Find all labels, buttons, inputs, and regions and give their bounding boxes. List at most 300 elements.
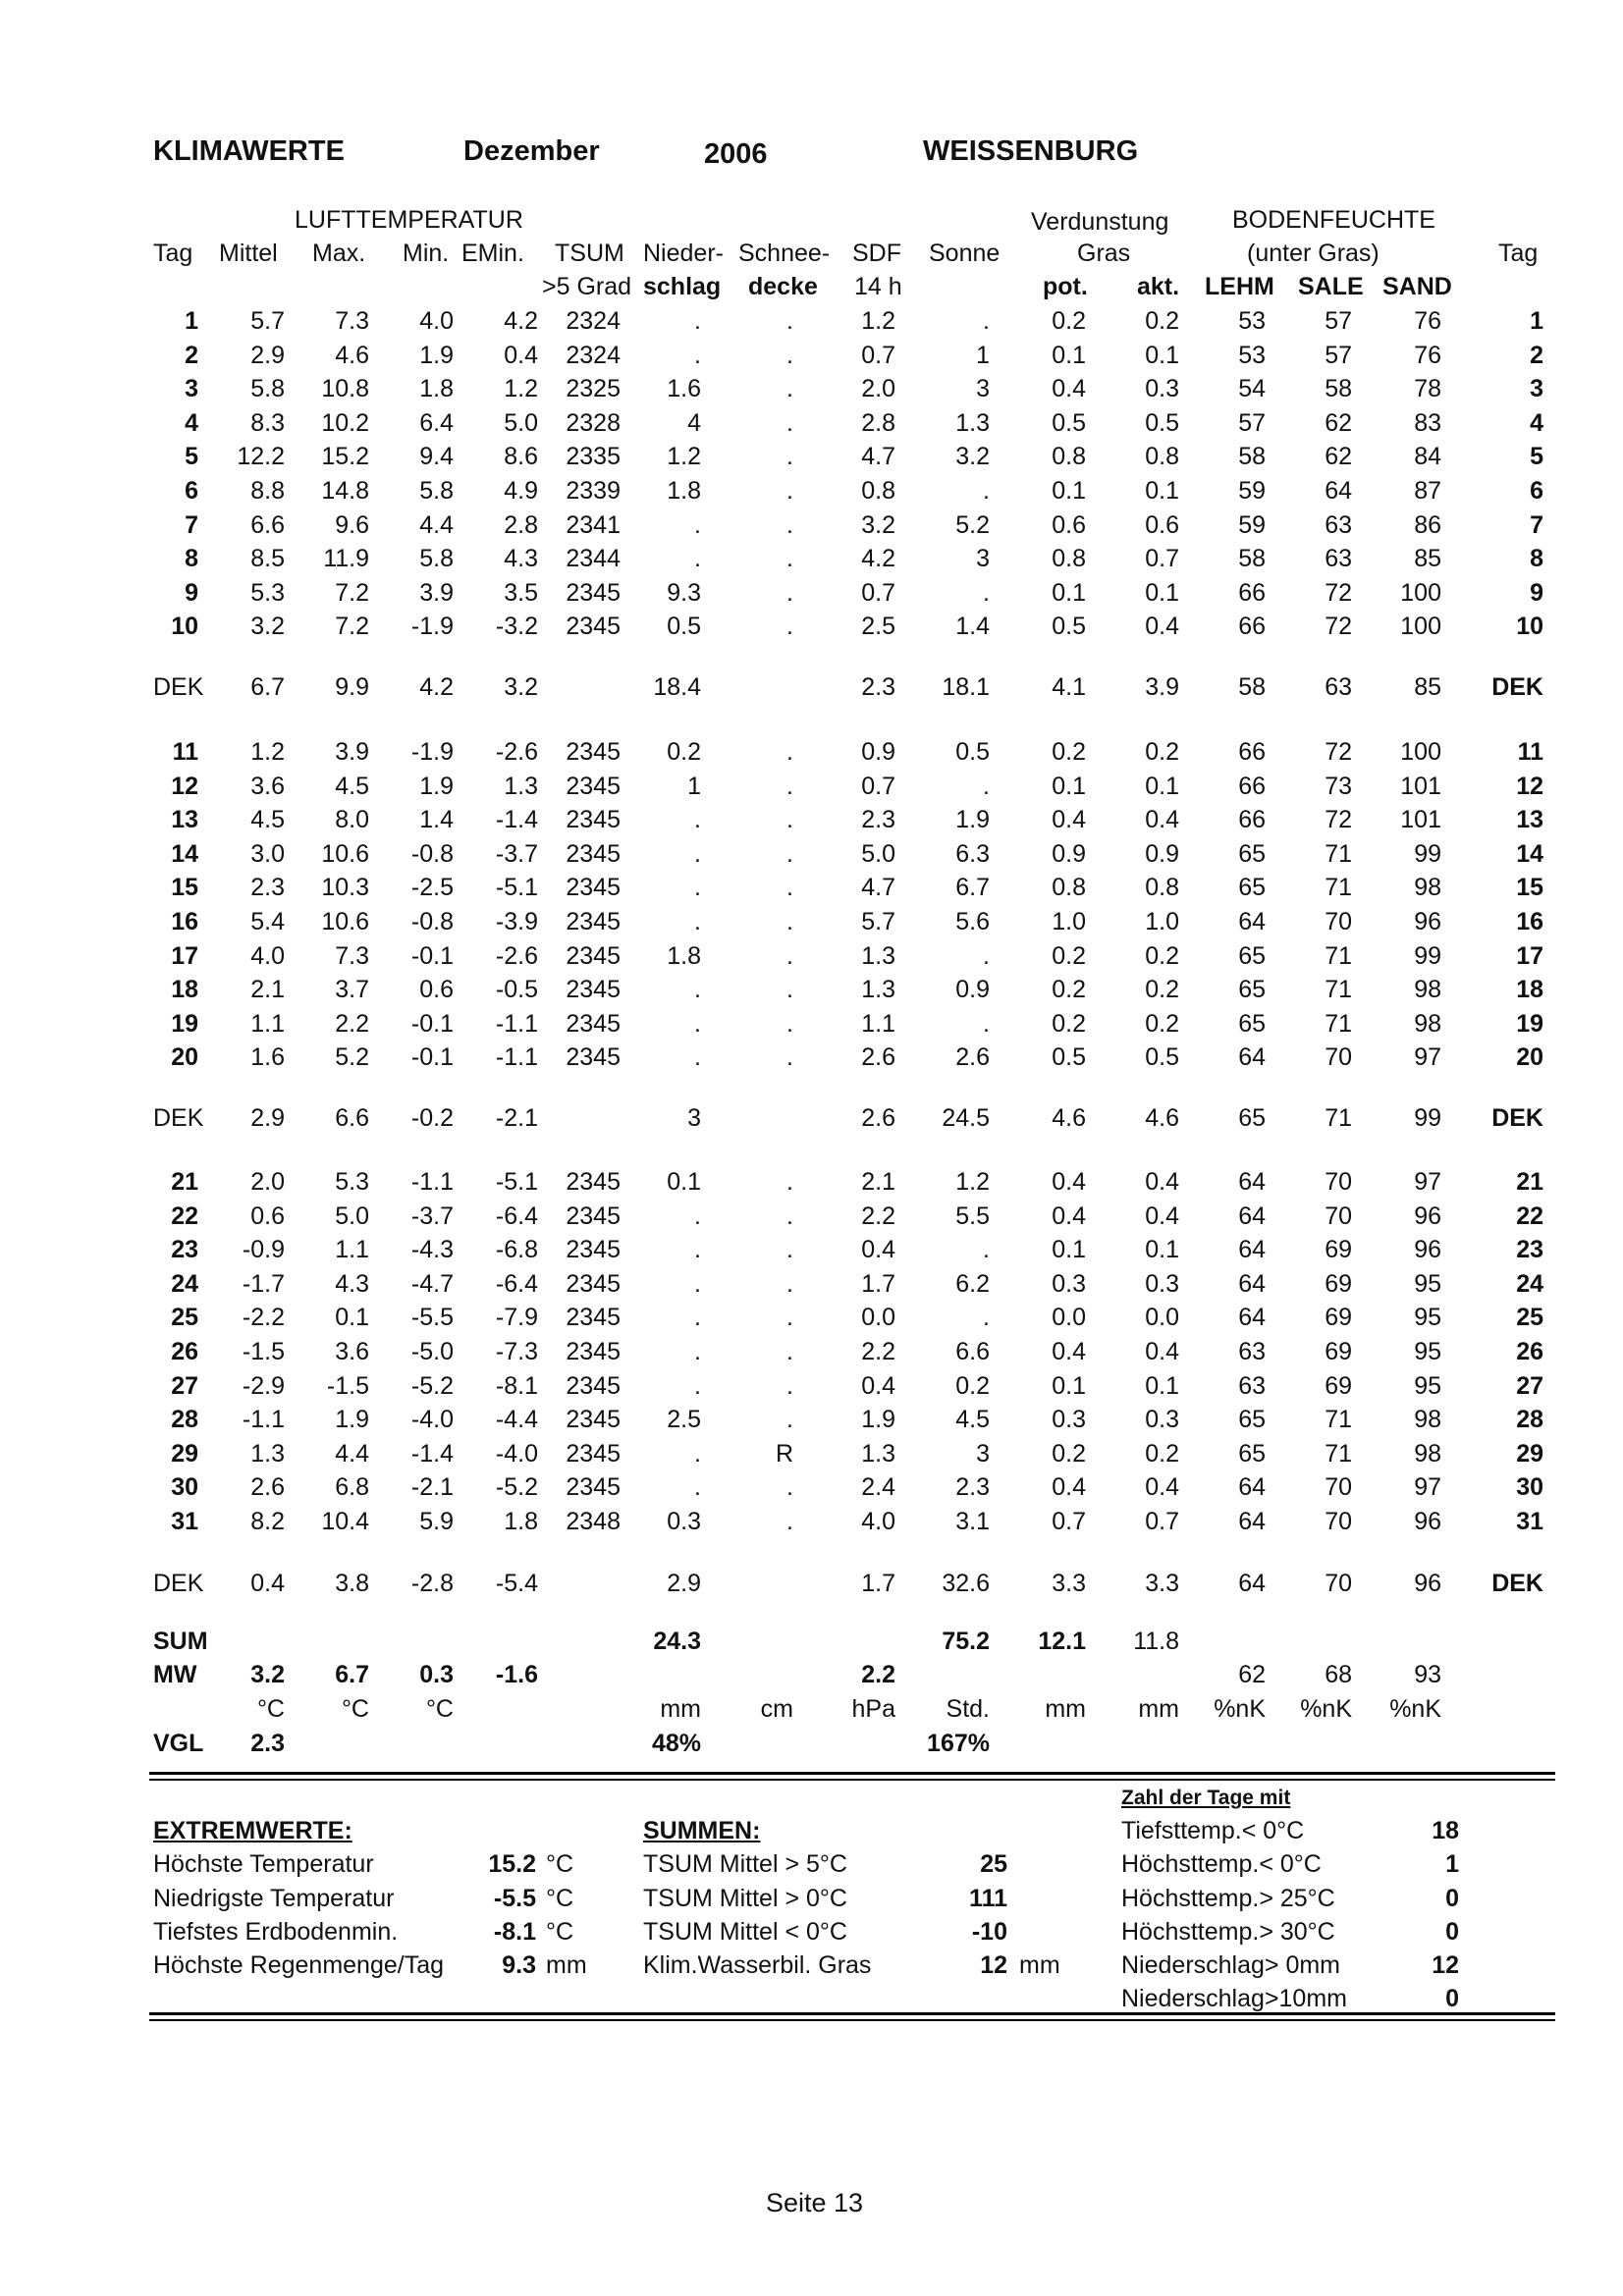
- cell: 13: [171, 806, 198, 833]
- cell: 0.8: [861, 477, 895, 505]
- cell: 6.7: [335, 1661, 369, 1688]
- cell: 2345: [566, 1440, 621, 1468]
- cell: 64: [1238, 1236, 1266, 1263]
- cell: 2.1: [861, 1168, 895, 1196]
- cell: 0.2: [1145, 307, 1179, 335]
- cell: -1.5: [242, 1338, 285, 1365]
- cell: 5.3: [250, 579, 285, 607]
- cell: 59: [1238, 511, 1266, 539]
- cell: 5.8: [419, 545, 454, 572]
- cell: 1.4: [419, 806, 454, 833]
- cell: 0.5: [1052, 1043, 1086, 1071]
- cell: 63: [1325, 545, 1352, 572]
- cell: 2.0: [861, 375, 895, 402]
- cell: 0.4: [1052, 1202, 1086, 1230]
- cell: -5.2: [410, 1372, 454, 1400]
- cell: .: [694, 908, 701, 935]
- cell: .: [786, 1236, 793, 1263]
- cell: 2345: [566, 1270, 621, 1298]
- cell: 30: [1516, 1473, 1543, 1501]
- cell: 2324: [566, 342, 621, 369]
- cell: 5.8: [250, 375, 285, 402]
- cell: 0.2: [1052, 738, 1086, 766]
- cell: 1.7: [861, 1270, 895, 1298]
- cell: 2.6: [250, 1473, 285, 1501]
- cell: 2345: [566, 874, 621, 901]
- cell: 18: [1516, 976, 1543, 1003]
- extremwert-label: Tiefstes Erdbodenmin.: [153, 1918, 399, 1946]
- cell: 63: [1325, 673, 1352, 701]
- cell: 10: [171, 613, 198, 640]
- cell: 4: [1530, 409, 1543, 437]
- cell: 100: [1400, 738, 1441, 766]
- cell: -0.1: [410, 942, 454, 970]
- cell: 25: [1516, 1304, 1543, 1331]
- cell: .: [694, 1236, 701, 1263]
- cell: 1.0: [1145, 908, 1179, 935]
- cell: 64: [1238, 1473, 1266, 1501]
- header-cell: TSUM: [555, 240, 624, 267]
- cell: 57: [1325, 307, 1352, 335]
- cell: 2345: [566, 840, 621, 868]
- cell: 66: [1238, 738, 1266, 766]
- cell: 2.8: [861, 409, 895, 437]
- cell: 64: [1238, 1043, 1266, 1071]
- cell: 2.2: [861, 1202, 895, 1230]
- cell: 5.4: [250, 908, 285, 935]
- cell: -0.5: [495, 976, 538, 1003]
- cell: 1.9: [419, 773, 454, 800]
- cell: 1: [687, 773, 701, 800]
- extremwert-unit: °C: [546, 1850, 574, 1878]
- cell: -2.1: [410, 1473, 454, 1501]
- summen-value: 25: [980, 1850, 1007, 1878]
- cell: 96: [1414, 1508, 1441, 1535]
- cell: 0.7: [861, 342, 895, 369]
- cell: 18.1: [942, 673, 990, 701]
- cell: 2344: [566, 545, 621, 572]
- cell: .: [786, 1508, 793, 1535]
- cell: 2: [185, 342, 198, 369]
- cell: 11.9: [323, 545, 369, 572]
- cell: 0.5: [1145, 1043, 1179, 1071]
- cell: 73: [1325, 773, 1352, 800]
- cell: 1.8: [504, 1508, 538, 1535]
- cell: 5: [185, 443, 198, 470]
- cell: -1.6: [495, 1661, 538, 1688]
- cell: 5.9: [419, 1508, 454, 1535]
- cell: 4.7: [861, 874, 895, 901]
- table-row: [0, 342, 1623, 375]
- units-row: [0, 1695, 1623, 1729]
- cell: 0.5: [1052, 613, 1086, 640]
- cell: 95: [1414, 1338, 1441, 1365]
- cell: 71: [1325, 1010, 1352, 1038]
- cell: 3.2: [955, 443, 990, 470]
- cell: 22: [1516, 1202, 1543, 1230]
- cell: -0.9: [242, 1236, 285, 1263]
- cell: 9.6: [335, 511, 369, 539]
- cell: 0.4: [1052, 375, 1086, 402]
- header-cell: >5 Grad: [542, 273, 632, 300]
- cell: 64: [1238, 1508, 1266, 1535]
- cell: -1.1: [495, 1043, 538, 1071]
- cell: 6.8: [335, 1473, 369, 1501]
- tage-label: Niederschlag>10mm: [1121, 1985, 1347, 2012]
- cell: .: [983, 942, 990, 970]
- cell: 3.3: [1145, 1570, 1179, 1597]
- cell: 0.3: [1145, 1270, 1179, 1298]
- cell: 4.3: [335, 1270, 369, 1298]
- cell: -2.9: [242, 1372, 285, 1400]
- cell: 2345: [566, 1372, 621, 1400]
- header-cell: Tag: [153, 240, 193, 267]
- cell: 69: [1325, 1338, 1352, 1365]
- cell: 2.3: [955, 1473, 990, 1501]
- cell: 11: [172, 738, 198, 766]
- cell: 5.7: [861, 908, 895, 935]
- cell: 10.6: [321, 908, 369, 935]
- cell: 1.0: [1052, 908, 1086, 935]
- cell: 11: [1517, 738, 1543, 766]
- cell: 3.0: [250, 840, 285, 868]
- cell: 3.5: [504, 579, 538, 607]
- cell: 2.9: [250, 1104, 285, 1132]
- cell: 3.9: [419, 579, 454, 607]
- cell: .: [786, 1168, 793, 1196]
- cell: 0.9: [955, 976, 990, 1003]
- cell: 26: [1516, 1338, 1543, 1365]
- cell: 2345: [566, 908, 621, 935]
- cell: 0.2: [1145, 1440, 1179, 1468]
- cell: 5.0: [861, 840, 895, 868]
- cell: 71: [1325, 942, 1352, 970]
- cell: 85: [1414, 545, 1441, 572]
- header-cell: Schnee-: [738, 240, 831, 267]
- cell: -0.1: [410, 1010, 454, 1038]
- cell: -5.5: [410, 1304, 454, 1331]
- table-row: [0, 1202, 1623, 1236]
- cell: 10.6: [321, 840, 369, 868]
- cell: 3: [185, 375, 198, 402]
- cell: 1.4: [955, 613, 990, 640]
- cell: 2348: [566, 1508, 621, 1535]
- cell: -5.2: [495, 1473, 538, 1501]
- cell: 6.6: [955, 1338, 990, 1365]
- cell: .: [694, 1304, 701, 1331]
- cell: .: [786, 1304, 793, 1331]
- cell: 64: [1325, 477, 1352, 505]
- summen-value: -10: [971, 1918, 1007, 1946]
- cell: -3.7: [410, 1202, 454, 1230]
- tage-label: Höchsttemp.> 25°C: [1121, 1885, 1335, 1912]
- cell: 2.3: [250, 874, 285, 901]
- cell: .: [786, 976, 793, 1003]
- cell: 65: [1238, 942, 1266, 970]
- cell: 17: [1516, 942, 1543, 970]
- cell: 1.3: [250, 1440, 285, 1468]
- cell: 7: [1530, 511, 1543, 539]
- cell: 0.1: [1145, 342, 1179, 369]
- header-cell: LEHM: [1205, 273, 1274, 300]
- cell: 97: [1414, 1043, 1441, 1071]
- cell: .: [786, 1010, 793, 1038]
- cell: 1.8: [667, 477, 701, 505]
- cell: 0.1: [1052, 342, 1086, 369]
- cell: 5.3: [335, 1168, 369, 1196]
- cell: 2.1: [250, 976, 285, 1003]
- cell: 64: [1238, 1304, 1266, 1331]
- cell: 2325: [566, 375, 621, 402]
- cell: 2324: [566, 307, 621, 335]
- table-row: [0, 840, 1623, 874]
- cell: 30: [171, 1473, 198, 1501]
- cell: 0.2: [1145, 942, 1179, 970]
- extremwert-value: -5.5: [493, 1885, 536, 1912]
- cell: 0.5: [955, 738, 990, 766]
- cell: -8.1: [495, 1372, 538, 1400]
- cell: mm: [1138, 1695, 1179, 1723]
- cell: -2.8: [410, 1570, 454, 1597]
- cell: 99: [1414, 942, 1441, 970]
- cell: 48%: [651, 1730, 701, 1757]
- cell: 70: [1325, 908, 1352, 935]
- cell: .: [694, 976, 701, 1003]
- table-row: [0, 545, 1623, 578]
- cell: 58: [1325, 375, 1352, 402]
- cell: 0.4: [1145, 1202, 1179, 1230]
- cell: DEK: [153, 673, 204, 701]
- tage-value: 12: [1432, 1951, 1459, 1979]
- table-row: [0, 477, 1623, 510]
- cell: 0.2: [955, 1372, 990, 1400]
- cell: 27: [1516, 1372, 1543, 1400]
- cell: 53: [1238, 342, 1266, 369]
- cell: .: [694, 1270, 701, 1298]
- cell: 2345: [566, 738, 621, 766]
- cell: 2345: [566, 773, 621, 800]
- cell: .: [786, 443, 793, 470]
- cell: 0.2: [1052, 976, 1086, 1003]
- cell: 23: [171, 1236, 198, 1263]
- title-year: 2006: [704, 138, 768, 170]
- cell: 5.5: [955, 1202, 990, 1230]
- cell: 5.6: [955, 908, 990, 935]
- cell: 71: [1325, 1406, 1352, 1433]
- cell: 57: [1325, 342, 1352, 369]
- cell: -1.7: [242, 1270, 285, 1298]
- cell: 2328: [566, 409, 621, 437]
- cell: 0.1: [1145, 1372, 1179, 1400]
- cell: °C: [341, 1695, 369, 1723]
- cell: 0.0: [1145, 1304, 1179, 1331]
- header-cell: pot.: [1043, 273, 1088, 300]
- cell: 6.6: [335, 1104, 369, 1132]
- cell: 0.7: [1052, 1508, 1086, 1535]
- cell: 86: [1414, 511, 1441, 539]
- cell: °C: [256, 1695, 285, 1723]
- cell: 4.0: [250, 942, 285, 970]
- cell: 0.1: [1145, 477, 1179, 505]
- table-row: [0, 1372, 1623, 1406]
- cell: 96: [1414, 1570, 1441, 1597]
- summen-label: Klim.Wasserbil. Gras: [643, 1951, 872, 1979]
- cell: -0.8: [410, 908, 454, 935]
- cell: 54: [1238, 375, 1266, 402]
- cell: 0.4: [861, 1236, 895, 1263]
- cell: .: [694, 1043, 701, 1071]
- cell: 83: [1414, 409, 1441, 437]
- cell: 3.8: [335, 1570, 369, 1597]
- cell: 3: [687, 1104, 701, 1132]
- cell: 75.2: [942, 1628, 990, 1655]
- extremwert-unit: °C: [546, 1918, 574, 1946]
- cell: -5.1: [495, 874, 538, 901]
- cell: 65: [1238, 840, 1266, 868]
- cell: 65: [1238, 976, 1266, 1003]
- cell: 31: [171, 1508, 198, 1535]
- cell: 2.2: [861, 1661, 895, 1688]
- cell: 1.9: [335, 1406, 369, 1433]
- cell: 2345: [566, 1236, 621, 1263]
- cell: 4.1: [1052, 673, 1086, 701]
- cell: 12: [1516, 773, 1543, 800]
- cell: .: [983, 1304, 990, 1331]
- cell: 64: [1238, 1270, 1266, 1298]
- cell: 0.4: [1145, 1168, 1179, 1196]
- cell: 11.8: [1133, 1628, 1179, 1655]
- cell: 8.6: [504, 443, 538, 470]
- cell: 9: [1530, 579, 1543, 607]
- cell: 24: [1516, 1270, 1543, 1298]
- cell: 3.1: [955, 1508, 990, 1535]
- cell: 9.4: [419, 443, 454, 470]
- cell: 16: [1516, 908, 1543, 935]
- cell: 71: [1325, 840, 1352, 868]
- cell: 21: [1516, 1168, 1543, 1196]
- cell: 3.6: [335, 1338, 369, 1365]
- cell: .: [694, 874, 701, 901]
- cell: 0.5: [667, 613, 701, 640]
- cell: 8: [185, 545, 198, 572]
- cell: 71: [1325, 1440, 1352, 1468]
- cell: .: [786, 579, 793, 607]
- cell: .: [786, 613, 793, 640]
- cell: 20: [171, 1043, 198, 1071]
- cell: 2345: [566, 1304, 621, 1331]
- cell: 97: [1414, 1168, 1441, 1196]
- cell: .: [786, 908, 793, 935]
- cell: 0.7: [861, 773, 895, 800]
- cell: 0.4: [1052, 1168, 1086, 1196]
- cell: 28: [1516, 1406, 1543, 1433]
- cell: 2345: [566, 942, 621, 970]
- cell: 2.9: [250, 342, 285, 369]
- vgl-row: [0, 1730, 1623, 1763]
- cell: 96: [1414, 908, 1441, 935]
- header-cell: SDF: [852, 240, 901, 267]
- title-label: KLIMAWERTE: [153, 135, 345, 167]
- cell: 19: [1516, 1010, 1543, 1038]
- cell: 0.3: [1052, 1270, 1086, 1298]
- table-row: [0, 908, 1623, 941]
- mw-row: [0, 1661, 1623, 1694]
- cell: 99: [1414, 840, 1441, 868]
- cell: -1.4: [410, 1440, 454, 1468]
- cell: 23: [1516, 1236, 1543, 1263]
- cell: 1.1: [861, 1010, 895, 1038]
- cell: 3: [976, 1440, 990, 1468]
- cell: 17: [171, 942, 198, 970]
- table-row: [0, 1304, 1623, 1337]
- cell: 98: [1414, 976, 1441, 1003]
- cell: 2339: [566, 477, 621, 505]
- cell: DEK: [153, 1570, 204, 1597]
- summen-title: SUMMEN:: [643, 1817, 761, 1844]
- cell: 13: [1516, 806, 1543, 833]
- table-row: [0, 1270, 1623, 1304]
- cell: 1.3: [861, 976, 895, 1003]
- cell: .: [694, 1010, 701, 1038]
- cell: 66: [1238, 579, 1266, 607]
- cell: 0.9: [1052, 840, 1086, 868]
- cell: 0.4: [1145, 1338, 1179, 1365]
- cell: 69: [1325, 1304, 1352, 1331]
- cell: 2345: [566, 976, 621, 1003]
- cell: 58: [1238, 545, 1266, 572]
- cell: 65: [1238, 1406, 1266, 1433]
- cell: .: [786, 1372, 793, 1400]
- cell: 1.3: [504, 773, 538, 800]
- cell: 0.4: [1145, 613, 1179, 640]
- cell: 70: [1325, 1570, 1352, 1597]
- cell: -0.2: [410, 1104, 454, 1132]
- cell: DEK: [1491, 1570, 1543, 1597]
- cell: 95: [1414, 1270, 1441, 1298]
- cell: 0.1: [1052, 477, 1086, 505]
- cell: 70: [1325, 1043, 1352, 1071]
- cell: 0.8: [1052, 443, 1086, 470]
- cell: .: [786, 1043, 793, 1071]
- cell: 1.2: [667, 443, 701, 470]
- cell: .: [786, 1406, 793, 1433]
- cell: 18: [171, 976, 198, 1003]
- extremwert-label: Höchste Regenmenge/Tag: [153, 1951, 445, 1979]
- cell: .: [983, 579, 990, 607]
- cell: 4.3: [504, 545, 538, 572]
- header-cell: decke: [748, 273, 818, 300]
- cell: 0.7: [861, 579, 895, 607]
- summen-unit: mm: [1019, 1951, 1060, 1979]
- header-cell: EMin.: [461, 240, 524, 267]
- cell: 6.4: [419, 409, 454, 437]
- cell: 18.4: [653, 673, 701, 701]
- cell: 0.5: [1145, 409, 1179, 437]
- cell: 9: [185, 579, 198, 607]
- cell: 2345: [566, 1202, 621, 1230]
- cell: 2: [1530, 342, 1543, 369]
- tage-label: Höchsttemp.< 0°C: [1121, 1850, 1322, 1878]
- cell: 3.2: [504, 673, 538, 701]
- cell: 2.5: [861, 613, 895, 640]
- extremwert-value: -8.1: [493, 1918, 536, 1946]
- cell: 1.3: [861, 942, 895, 970]
- cell: .: [786, 1338, 793, 1365]
- cell: 1.8: [667, 942, 701, 970]
- cell: .: [786, 773, 793, 800]
- cell: 0.1: [1145, 1236, 1179, 1263]
- tage-label: Tiefsttemp.< 0°C: [1121, 1817, 1305, 1844]
